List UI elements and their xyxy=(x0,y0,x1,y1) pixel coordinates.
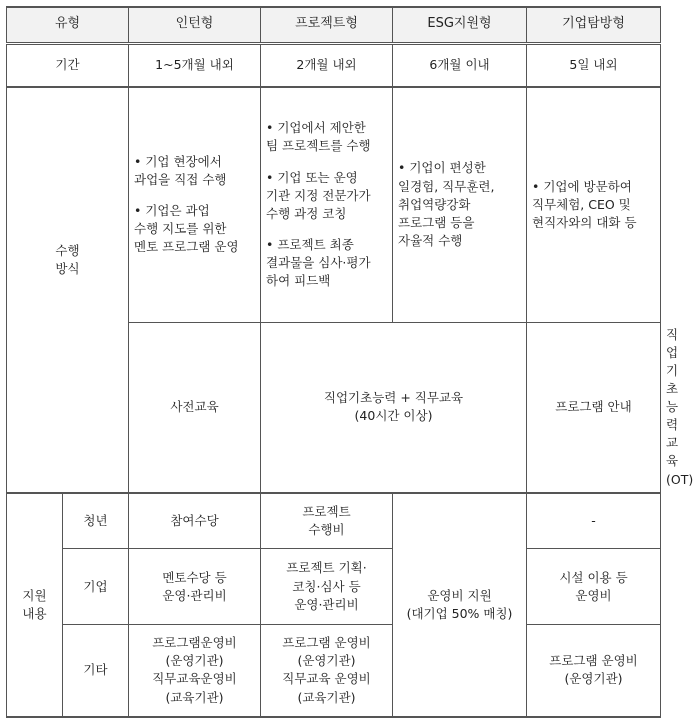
period-esg: 6개월 이내 xyxy=(393,43,527,87)
period-project: 2개월 내외 xyxy=(261,43,393,87)
header-row xyxy=(7,7,661,43)
method-esg-bullet-1: • 기업이 편성한 일경험, 직무훈련, 취업역량강화 프로그램 등을 자율적 수행 xyxy=(398,160,495,248)
header-project: 프로젝트형 xyxy=(261,7,393,43)
support-youth-label: 청년 xyxy=(63,493,129,549)
support-company-project: 프로젝트 기획· 코칭·심사 등 운영·관리비 xyxy=(261,549,393,625)
method-label-line1: 수행 xyxy=(55,242,80,258)
program-comparison-table-wrapper xyxy=(6,6,693,718)
support-etc-row xyxy=(7,625,661,717)
header-type: 유형 xyxy=(7,7,129,43)
method-project-bullet-2: • 기업 또는 운영 기관 지정 전문가가 수행 과정 코칭 xyxy=(266,169,371,221)
method-esg xyxy=(393,87,527,322)
support-company-label: 기업 xyxy=(63,549,129,625)
support-company-visit: 시설 이용 등 운영비 xyxy=(527,549,661,625)
support-etc-project: 프로그램 운영비 (운영기관) 직무교육 운영비 (교육기관) xyxy=(261,625,393,717)
support-etc-intern: 프로그램운영비 (운영기관) 직무교육운영비 (교육기관) xyxy=(129,625,261,717)
method-intern-bullet-1: • 기업 현장에서 과업을 직접 수행 xyxy=(134,153,227,188)
period-row xyxy=(7,43,661,87)
support-etc-visit: 프로그램 운영비 (운영기관) xyxy=(527,625,661,717)
pre-education-row: 사전교육 직업기초능력 + 직무교육 (40시간 이상) 프로그램 안내 직업기초능력 교육(OT) xyxy=(7,322,661,493)
method-label-line2: 방식 xyxy=(55,260,80,276)
method-intern xyxy=(129,87,261,322)
period-label: 기간 xyxy=(7,43,129,87)
support-youth-visit: - xyxy=(527,493,661,549)
support-label: 지원 내용 xyxy=(7,493,63,717)
support-youth-row xyxy=(7,493,661,549)
pre-education-esg: 프로그램 안내 xyxy=(527,322,661,493)
support-esg: 운영비 지원 (대기업 50% 매칭) xyxy=(393,493,527,717)
header-intern: 인턴형 xyxy=(129,7,261,43)
method-visit xyxy=(527,87,661,322)
method-row xyxy=(7,87,661,322)
header-visit: 기업탐방형 xyxy=(527,7,661,43)
program-comparison-table xyxy=(6,6,693,718)
support-company-intern: 멘토수당 등 운영·관리비 xyxy=(129,549,261,625)
support-youth-project: 프로젝트 수행비 xyxy=(261,493,393,549)
support-company-row xyxy=(7,549,661,625)
method-intern-bullet-2: • 기업은 과업 수행 지도를 위한 멘토 프로그램 운영 xyxy=(134,203,239,255)
method-label xyxy=(7,87,129,493)
pre-education-intern-project: 직업기초능력 + 직무교육 (40시간 이상) xyxy=(261,322,527,493)
method-project-bullet-3: • 프로젝트 최종 결과물을 심사·평가 하여 피드백 xyxy=(266,236,371,289)
header-esg: ESG지원형 xyxy=(393,7,527,43)
period-intern: 1~5개월 내외 xyxy=(129,43,261,87)
method-project xyxy=(261,87,393,322)
method-project-bullet-1: • 기업에서 제안한 팀 프로젝트를 수행 xyxy=(266,120,371,154)
method-visit-bullet-1: • 기업에 방문하여 직무체험, CEO 및 현직자와의 대화 등 xyxy=(532,178,637,230)
pre-education-label: 사전교육 xyxy=(129,322,261,493)
period-visit: 5일 내외 xyxy=(527,43,661,87)
support-youth-intern: 참여수당 xyxy=(129,493,261,549)
support-etc-label: 기타 xyxy=(63,625,129,717)
